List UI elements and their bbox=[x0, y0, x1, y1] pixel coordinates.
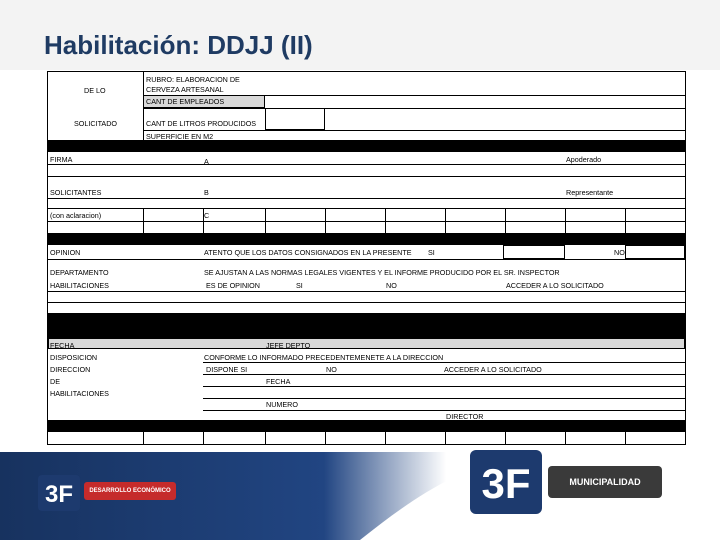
divider bbox=[143, 208, 144, 233]
left-logo-text: 3F bbox=[44, 481, 74, 508]
divider bbox=[325, 208, 326, 233]
divider bbox=[48, 259, 685, 260]
divider bbox=[203, 410, 685, 411]
label-director: DIRECTOR bbox=[446, 412, 484, 421]
label-solicitado: SOLICITADO bbox=[74, 119, 117, 128]
label-b: B bbox=[204, 188, 209, 197]
label-rubro-2: CERVEZA ARTESANAL bbox=[146, 85, 224, 94]
label-firma: FIRMA bbox=[50, 155, 73, 164]
label-con-aclaracion: (con aclaracion) bbox=[50, 211, 102, 220]
3f-logo-icon bbox=[38, 475, 80, 511]
divider bbox=[143, 130, 685, 131]
label-rubro-1: RUBRO: ELABORACION DE bbox=[146, 75, 240, 84]
divider bbox=[565, 432, 566, 444]
divider bbox=[385, 432, 386, 444]
divider bbox=[203, 208, 204, 233]
label-apoderado: Apoderado bbox=[566, 155, 602, 164]
slide-title: Habilitación: DDJJ (II) bbox=[44, 30, 313, 60]
label-solicitantes: SOLICITANTES bbox=[50, 188, 102, 197]
desarrollo-economico-tag bbox=[84, 482, 176, 500]
label-de: DE bbox=[50, 377, 60, 386]
label-habilitaciones-1: HABILITACIONES bbox=[50, 281, 109, 290]
divider bbox=[505, 432, 506, 444]
divider bbox=[143, 432, 144, 444]
label-direccion: DIRECCION bbox=[50, 365, 91, 374]
divider bbox=[203, 386, 685, 387]
label-opinion: OPINION bbox=[50, 248, 81, 257]
divider bbox=[203, 432, 204, 444]
input-cell[interactable] bbox=[265, 108, 325, 130]
label-departamento: DEPARTAMENTO bbox=[50, 268, 109, 277]
label-c: C bbox=[204, 211, 210, 220]
label-conforme: CONFORME LO INFORMADO PRECEDENTEMENETE A LA DIRECCION bbox=[204, 353, 444, 362]
label-acceder-2: ACCEDER A LO SOLICITADO bbox=[444, 365, 542, 374]
right-logo-text: 3F bbox=[481, 460, 531, 507]
label-representante: Representante bbox=[566, 188, 614, 197]
label-si-2: SI bbox=[296, 281, 303, 290]
municipalidad-tag bbox=[548, 466, 662, 498]
divider bbox=[48, 198, 685, 199]
ddjj-form bbox=[47, 71, 686, 445]
divider bbox=[565, 208, 566, 233]
divider bbox=[445, 208, 446, 233]
divider bbox=[325, 432, 326, 444]
left-tag-label: DESARROLLO ECONÓMICO bbox=[89, 488, 171, 494]
label-numero: NUMERO bbox=[266, 400, 298, 409]
label-no-3: NO bbox=[326, 365, 337, 374]
black-separator bbox=[48, 141, 685, 152]
label-es-de-opinion: ES DE OPINION bbox=[206, 281, 260, 290]
label-superficie: SUPERFICIE EN M2 bbox=[146, 132, 214, 141]
label-disposicion: DISPOSICION bbox=[50, 353, 98, 362]
divider bbox=[48, 302, 685, 303]
label-se-ajustan: SE AJUSTAN A LAS NORMAS LEGALES VIGENTES Y EL INFORME PRODUCIDO POR EL SR. INSPECTOR bbox=[204, 268, 560, 277]
label-cant-empleados: CANT DE EMPLEADOS bbox=[146, 97, 225, 106]
label-atento: ATENTO QUE LOS DATOS CONSIGNADOS EN LA PRESENTE bbox=[204, 248, 412, 257]
black-separator bbox=[48, 421, 685, 432]
3f-big-logo-icon bbox=[470, 446, 542, 516]
divider bbox=[143, 108, 685, 109]
divider bbox=[203, 374, 685, 375]
label-cant-litros: CANT DE LITROS PRODUCIDOS bbox=[146, 119, 257, 128]
label-no-1: NO bbox=[614, 248, 625, 257]
divider bbox=[265, 208, 266, 233]
divider bbox=[445, 432, 446, 444]
shaded-row bbox=[48, 338, 685, 349]
divider bbox=[48, 164, 685, 165]
divider bbox=[48, 176, 685, 177]
divider bbox=[48, 291, 685, 292]
label-si-1: SI bbox=[428, 248, 435, 257]
checkbox-si[interactable] bbox=[503, 245, 565, 259]
label-fecha-2: FECHA bbox=[266, 377, 291, 386]
divider bbox=[625, 432, 626, 444]
label-dispone-si: DISPONE SI bbox=[206, 365, 248, 374]
divider bbox=[203, 362, 685, 363]
divider bbox=[385, 208, 386, 233]
label-fecha-1: FECHA bbox=[50, 341, 75, 350]
divider bbox=[625, 208, 626, 233]
label-acceder-1: ACCEDER A LO SOLICITADO bbox=[506, 281, 604, 290]
label-no-2: NO bbox=[386, 281, 397, 290]
right-tag-label: MUNICIPALIDAD bbox=[569, 477, 641, 487]
black-separator bbox=[48, 314, 685, 338]
label-habilitaciones-2: HABILITACIONES bbox=[50, 389, 109, 398]
label-jefe-depto: JEFE DEPTO bbox=[266, 341, 311, 350]
checkbox-no[interactable] bbox=[625, 245, 685, 259]
black-separator bbox=[48, 234, 685, 245]
label-a: A bbox=[204, 157, 209, 166]
divider bbox=[265, 432, 266, 444]
divider bbox=[203, 398, 685, 399]
divider bbox=[505, 208, 506, 233]
label-de-lo: DE LO bbox=[84, 86, 106, 95]
